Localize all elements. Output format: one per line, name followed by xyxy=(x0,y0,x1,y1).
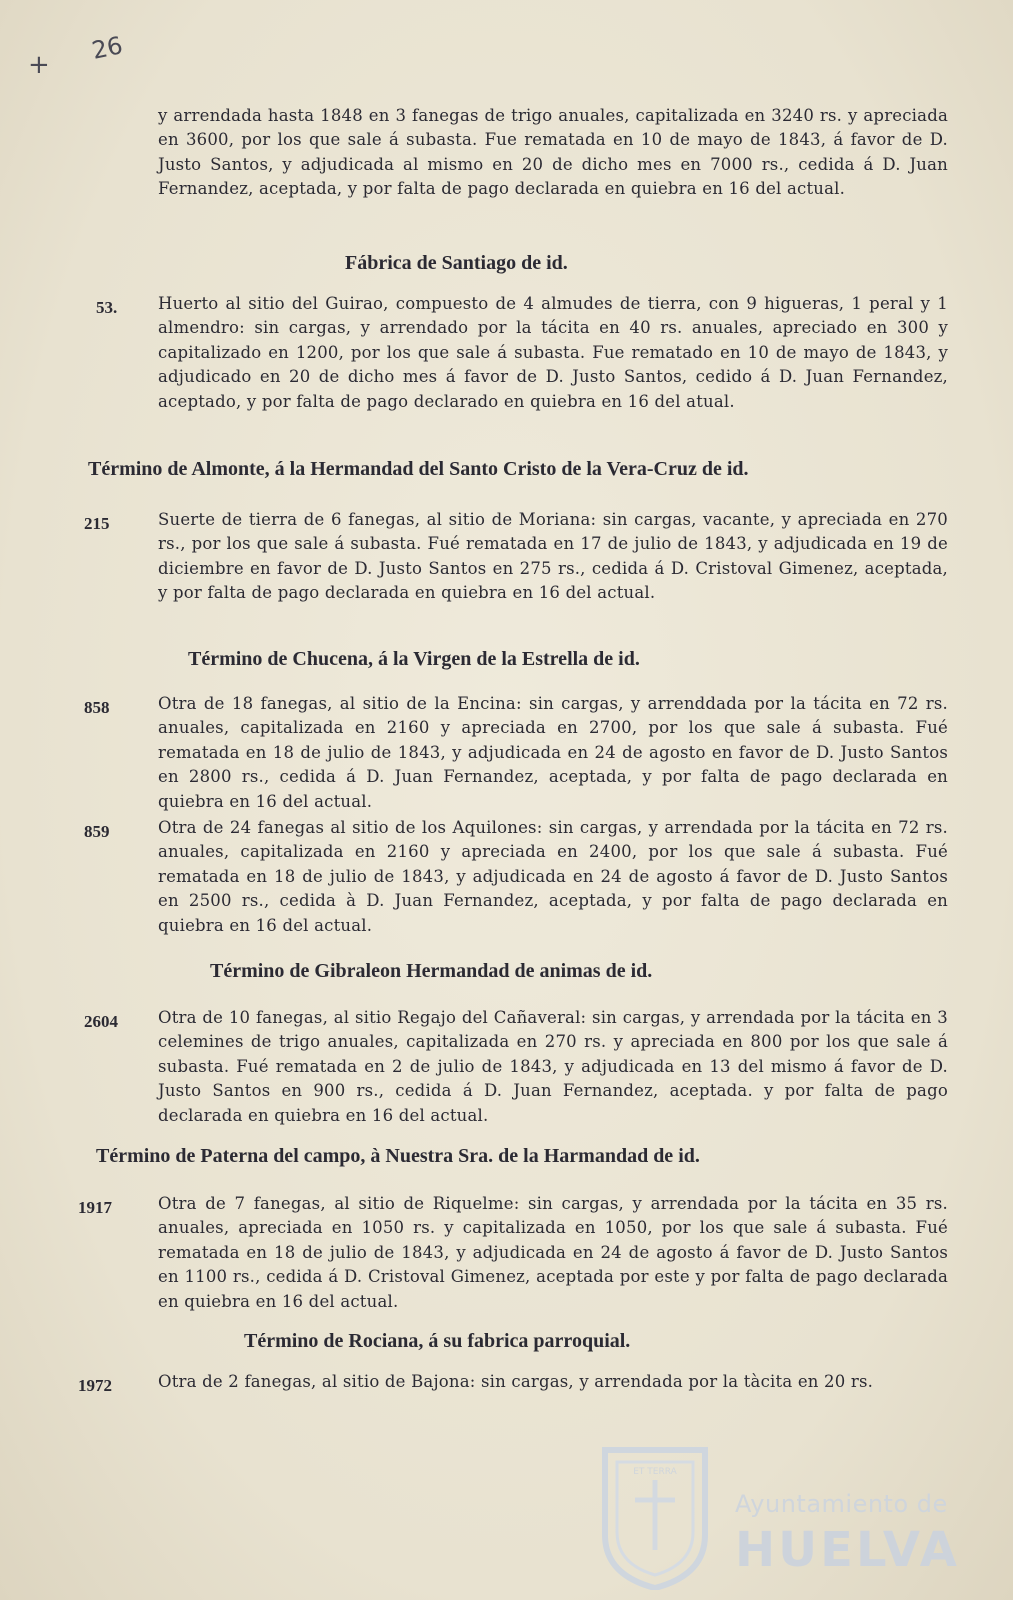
entry-text-1917: Otra de 7 fanegas, al sitio de Riquelme: sin cargas, y arrendada por la tácita en 35 rs. anuales, apreciada en 1050 rs. y capitalizada en 1050, por los que sale á subasta. Fué rematada en 18 de julio de 1843, y adjudicada en 24 de agosto á favor de D. Justo Santos en 1100 rs., cedida á D. Cristoval Gimenez, aceptada por este y por falta de pago declarada en quiebra en 16 del actual. xyxy=(158,1194,948,1311)
watermark-line2: HUELVA xyxy=(735,1522,960,1578)
intro-paragraph: y arrendada hasta 1848 en 3 fanegas de trigo anuales, capitalizada en 3240 rs. y apreciada en 3600, por los que sale á subasta. Fue rematada en 10 de mayo de 1843, á favor de D. Justo Santos, y adjudicada al mismo en 20 de dicho mes en 7000 rs., cedida á D. Juan Fernandez, aceptada, y por falta de pago declarada en quiebra en 16 del actual. xyxy=(158,106,948,199)
entry-text-53: Huerto al sitio del Guirao, compuesto de 4 almudes de tierra, con 9 higueras, 1 peral y 1 almendro: sin cargas, y arrendado por la tácita en 40 rs. anuales, apreciado en 300 y capitalizado en 1200, por los que sale á subasta. Fue rematado en 10 de mayo de 1843, y adjudicado en 20 de dicho mes á favor de D. Justo Santos, cedido á D. Juan Fernandez, aceptado, y por falta de pago declarado en quiebra en 16 del atual. xyxy=(158,294,948,411)
entry-ref-215: 215 xyxy=(84,514,110,533)
section-heading-gibraleon: Término de Gibraleon Hermandad de animas de id. xyxy=(210,960,653,982)
city-seal-icon xyxy=(595,1440,715,1590)
entry-ref-1972: 1972 xyxy=(78,1376,112,1395)
margin-folio-number: 26 xyxy=(89,31,126,65)
entry-ref-858: 858 xyxy=(84,698,110,717)
section-heading-fabrica-santiago: Fábrica de Santiago de id. xyxy=(345,252,568,274)
entry-text-215: Suerte de tierra de 6 fanegas, al sitio de Moriana: sin cargas, vacante, y apreciada en 270 rs., por los que sale á subasta. Fué rematada en 17 de julio de 1843, y adjudicada en 19 de diciembre en favor de D. Justo Santos en 275 rs., cedida á D. Cristoval Gimenez, aceptada, y por falta de pago declarada en quiebra en 16 del actual. xyxy=(158,510,948,603)
margin-plus-mark: + xyxy=(28,50,50,80)
entry-text-858: Otra de 18 fanegas, al sitio de la Encina: sin cargas, y arrenddada por la tácita en 72 rs. anuales, capitalizada en 2160 y apreciada en 2700, por los que sale á subasta. Fué rematada en 18 de julio de 1843, y adjudicada en 24 de agosto en favor de D. Justo Santos en 2800 rs., cedida á D. Juan Fernandez, aceptada, y por falta de pago declarada en quiebra en 16 del actual. xyxy=(158,694,948,811)
entry-text-1972: Otra de 2 fanegas, al sitio de Bajona: sin cargas, y arrendada por la tàcita en 20 rs. xyxy=(158,1372,874,1391)
section-heading-rociana: Término de Rociana, á su fabrica parroquial. xyxy=(244,1330,631,1352)
entry-ref-1917: 1917 xyxy=(78,1198,112,1217)
entry-text-2604: Otra de 10 fanegas, al sitio Regajo del Cañaveral: sin cargas, y arrendada por la tácita en 3 celemines de trigo anuales, capitalizada en 270 rs. y apreciada en 800 por los que sale á subasta. Fué rematada en 2 de julio de 1843, y adjudicada en 13 del mismo á favor de D. Justo Santos en 900 rs., cedida á D. Juan Fernandez, aceptada. y por falta de pago declarada en quiebra en 16 del actual. xyxy=(158,1008,948,1125)
section-heading-paterna: Término de Paterna del campo, à Nuestra Sra. de la Harmandad de id. xyxy=(96,1145,700,1167)
section-heading-chucena: Término de Chucena, á la Virgen de la Estrella de id. xyxy=(188,648,640,670)
entry-ref-859: 859 xyxy=(84,822,110,841)
watermark-line1: Ayuntamiento de xyxy=(735,1490,948,1518)
section-heading-almonte: Término de Almonte, á la Hermandad del Santo Cristo de la Vera-Cruz de id. xyxy=(88,458,749,480)
entry-ref-53: 53. xyxy=(96,298,118,317)
ayuntamiento-huelva-watermark xyxy=(595,1440,995,1590)
entry-ref-2604: 2604 xyxy=(84,1012,118,1031)
seal-text: ET TERRA xyxy=(633,1467,677,1477)
entry-text-859: Otra de 24 fanegas al sitio de los Aquilones: sin cargas, y arrendada por la tácita en 72 rs. anuales, capitalizada en 2160 y apreciada en 2400, por los que sale á subasta. Fué rematada en 18 de julio de 1843, y adjudicada en 24 de agosto á favor de D. Justo Santos en 2500 rs., cedida à D. Juan Fernandez, aceptada, y por falta de pago declarada en quiebra en 16 del actual. xyxy=(158,818,948,935)
